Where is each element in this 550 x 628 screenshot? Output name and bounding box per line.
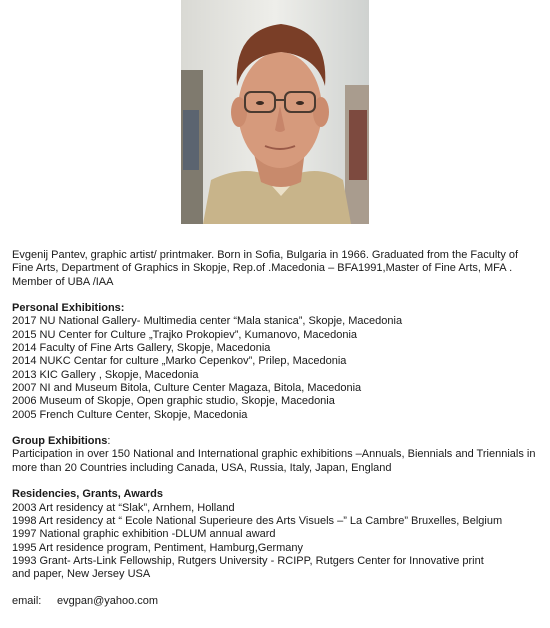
- list-item: 1993 Grant- Arts-Link Fellowship, Rutgers University - RCIPP, Rutgers Center for Innovative print: [12, 554, 484, 567]
- email-label: email:: [12, 594, 42, 607]
- group-exhibitions-text: Participation in over 150 National and International graphic exhibitions –Annuals, Biennials and Triennials in more than 20 Countries including Canada, USA, Russia, Italy, Japan, England: [12, 448, 536, 474]
- list-item: 2017 NU National Gallery- Multimedia center “Mala stanica”, Skopje, Macedonia: [12, 315, 403, 328]
- list-item: 1998 Art residency at “ Ecole National Superieure des Arts Visuels –” La Cambre” Bruxelles, Belgium: [12, 514, 503, 527]
- portrait-photo: [181, 0, 369, 224]
- group-exhibitions-heading: Group Exhibitions: [12, 435, 108, 448]
- group-exhibitions-heading-row: [12, 435, 542, 448]
- email-value: evgpan@yahoo.com: [57, 594, 159, 607]
- biography-text: [12, 249, 542, 608]
- list-item: 2013 KIC Gallery , Skopje, Macedonia: [12, 368, 199, 381]
- list-item: 1997 National graphic exhibition -DLUM annual award: [12, 528, 276, 541]
- list-item: 2006 Museum of Skopje, Open graphic studio, Skopje, Macedonia: [12, 395, 335, 408]
- residencies-heading: Residencies, Grants, Awards: [12, 488, 164, 501]
- personal-exhibitions-heading: Personal Exhibitions:: [12, 302, 125, 315]
- list-item-continuation: and paper, New Jersey USA: [12, 568, 151, 581]
- list-item: 2007 NI and Museum Bitola, Culture Center Magaza, Bitola, Macedonia: [12, 381, 362, 394]
- list-item: 2005 French Culture Center, Skopje, Macedonia: [12, 408, 248, 421]
- list-item: 2015 NU Center for Culture „Trajko Prokopiev”, Kumanovo, Macedonia: [12, 328, 358, 341]
- list-item: 2014 NUKC Centar for culture „Marko Cepenkov”, Prilep, Macedonia: [12, 355, 347, 368]
- list-item: 1995 Art residence program, Pentiment, Hamburg,Germany: [12, 541, 304, 554]
- contact-row: [12, 595, 542, 608]
- list-item: 2014 Faculty of Fine Arts Gallery, Skopje, Macedonia: [12, 342, 271, 355]
- list-item: 2003 Art residency at “Slak”, Arnhem, Holland: [12, 501, 235, 514]
- heading-colon: :: [107, 435, 111, 448]
- bio-paragraph: Evgenij Pantev, graphic artist/ printmaker. Born in Sofia, Bulgaria in 1966. Graduated from the Faculty of Fine Arts, Department of Graphics in Skopje, Rep.of .Macedonia – BFA1991,Master of Fine Arts, MFA . Member of UBA /IAA: [12, 249, 519, 288]
